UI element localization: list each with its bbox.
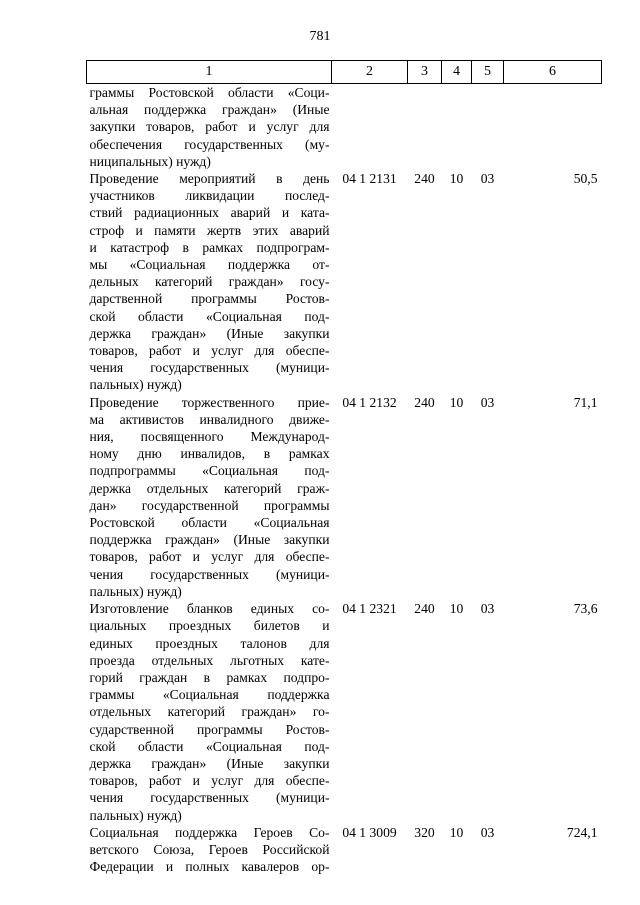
table-row — [87, 84, 602, 171]
row-code: 04 1 2321 — [342, 601, 397, 617]
row-col5: 03 — [480, 601, 495, 617]
row-code — [332, 84, 408, 171]
description-line: ской области «Социальная под- — [89, 308, 330, 324]
description-line: участников ликвидации послед- — [89, 188, 330, 204]
row-amount: 724,1 — [566, 824, 598, 840]
row-description — [87, 170, 332, 394]
row-amount: 71,1 — [573, 394, 598, 410]
description-line: дельных категорий граждан» госу- — [89, 274, 330, 290]
row-amount — [504, 84, 602, 171]
description-line: ветского Союза, Героев Российской — [89, 841, 330, 857]
description-line: пальных) нужд) — [89, 583, 182, 599]
description-line: товаров, работ и услуг для обеспе- — [89, 343, 330, 359]
row-col4: 10 — [449, 601, 464, 617]
description-line: товаров, работ и услуг для обеспе- — [89, 549, 330, 565]
description-line: единых проездных талонов для — [89, 635, 330, 651]
description-line: ма активистов инвалидного движе- — [89, 411, 330, 427]
description-line: Федерации и полных кавалеров ор- — [89, 859, 330, 875]
row-col5: 03 — [480, 171, 495, 187]
description-line: граммы Ростовской области «Соци- — [89, 85, 330, 100]
description-line: Проведение мероприятий в день — [89, 171, 330, 187]
description-line: держка граждан» (Иные закупки — [89, 755, 330, 771]
description-line: ниципальных) нужд) — [89, 153, 211, 169]
row-col4 — [442, 84, 472, 171]
description-line: подпрограммы «Социальная под- — [89, 463, 330, 479]
description-line: граммы «Социальная поддержка — [89, 687, 330, 703]
description-line: и катастроф в рамках подпрограм- — [89, 239, 330, 255]
table-row — [87, 824, 602, 876]
row-description — [87, 394, 332, 600]
description-line: закупки товаров, работ и услуг для — [89, 119, 330, 135]
description-line: ской области «Социальная под- — [89, 738, 330, 754]
description-line: держка отдельных категорий граж- — [89, 480, 330, 496]
column-header-2: 2 — [332, 61, 408, 84]
description-line: отдельных категорий граждан» го- — [89, 704, 330, 720]
row-amount: 73,6 — [573, 601, 598, 617]
description-line: дан» государственной программы — [89, 497, 330, 513]
description-line: горий граждан в рамках подпро- — [89, 669, 330, 685]
description-line: проезда отдельных льготных кате- — [89, 652, 330, 668]
description-line: поддержка граждан» (Иные закупки — [89, 532, 330, 548]
row-col3 — [408, 84, 442, 171]
row-col4: 10 — [449, 824, 464, 840]
description-line: ния, посвященного Международ- — [89, 429, 330, 445]
page-number: 781 — [309, 29, 331, 44]
row-col5 — [472, 84, 504, 171]
description-line: чения государственных (муници- — [89, 790, 330, 806]
description-line: сударственной программы Ростов- — [89, 721, 330, 737]
row-col5: 03 — [480, 394, 495, 410]
description-line: строф и памяти жертв этих аварий — [89, 222, 330, 238]
row-description — [87, 824, 332, 876]
description-line: Социальная поддержка Героев Со- — [89, 824, 330, 840]
description-line: циальных проездных билетов и — [89, 618, 330, 634]
description-line: Изготовление бланков единых со- — [89, 601, 330, 617]
row-col3: 240 — [414, 601, 435, 617]
table-header-row — [87, 61, 602, 84]
description-line: Ростовской области «Социальная — [89, 515, 330, 531]
description-line: товаров, работ и услуг для обеспе- — [89, 773, 330, 789]
description-line: чения государственных (муници- — [89, 566, 330, 582]
description-line: обеспечения государственных (му- — [89, 136, 330, 152]
table-body — [87, 84, 602, 876]
description-line: чения государственных (муници- — [89, 360, 330, 376]
row-col4: 10 — [449, 171, 464, 187]
description-line: Проведение торжественного прие- — [89, 394, 330, 410]
column-header-1: 1 — [87, 61, 332, 84]
row-col5: 03 — [480, 824, 495, 840]
description-line: ному дню инвалидов, в рамках — [89, 446, 330, 462]
column-header-3: 3 — [408, 61, 442, 84]
column-header-5: 5 — [472, 61, 504, 84]
table-row — [87, 170, 602, 394]
row-col4: 10 — [449, 394, 464, 410]
row-code: 04 1 2132 — [342, 394, 397, 410]
row-code: 04 1 2131 — [342, 171, 397, 187]
description-line: пальных) нужд) — [89, 807, 182, 823]
row-amount: 50,5 — [573, 171, 598, 187]
row-col3: 240 — [414, 171, 435, 187]
row-description — [87, 84, 332, 171]
table-row — [87, 394, 602, 600]
row-col3: 240 — [414, 394, 435, 410]
description-line: держка граждан» (Иные закупки — [89, 325, 330, 341]
table-row — [87, 600, 602, 824]
row-col3: 320 — [414, 824, 435, 840]
column-header-6: 6 — [504, 61, 602, 84]
row-code: 04 1 3009 — [342, 824, 397, 840]
description-line: дарственной программы Ростов- — [89, 291, 330, 307]
description-line: мы «Социальная поддержка от- — [89, 257, 330, 273]
budget-table — [86, 60, 602, 875]
description-line: пальных) нужд) — [89, 377, 182, 393]
column-header-4: 4 — [442, 61, 472, 84]
row-description — [87, 600, 332, 824]
description-line: альная поддержка граждан» (Иные — [89, 102, 330, 118]
description-line: ствий радиационных аварий и ката- — [89, 205, 330, 221]
